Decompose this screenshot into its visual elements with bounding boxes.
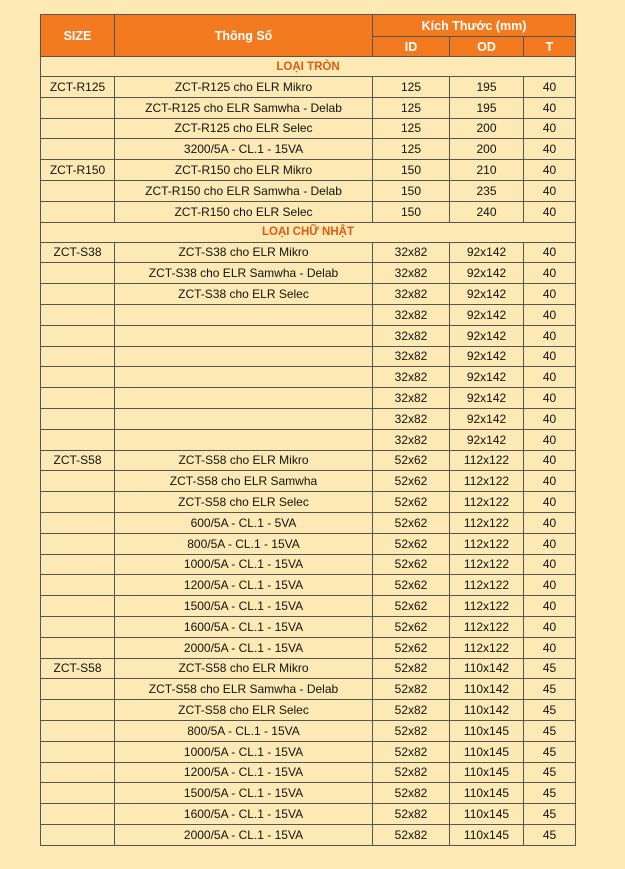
t-cell: 40 (524, 408, 576, 429)
t-cell: 40 (524, 77, 576, 98)
spec-cell (115, 429, 373, 450)
id-cell: 52x82 (373, 824, 450, 845)
t-cell: 40 (524, 201, 576, 222)
id-cell: 32x82 (373, 325, 450, 346)
table-row (41, 388, 576, 409)
table-row (41, 284, 576, 305)
t-cell: 40 (524, 367, 576, 388)
od-cell: 112x122 (450, 616, 524, 637)
spec-cell (115, 346, 373, 367)
spec-cell: 2000/5A - CL.1 - 15VA (115, 637, 373, 658)
table-row (41, 304, 576, 325)
size-cell: ZCT-R150 (41, 160, 115, 181)
table-row (41, 450, 576, 471)
t-cell: 45 (524, 762, 576, 783)
size-cell (41, 118, 115, 139)
size-cell (41, 429, 115, 450)
t-cell: 40 (524, 242, 576, 263)
table-row (41, 741, 576, 762)
table-row (41, 554, 576, 575)
table-row (41, 429, 576, 450)
id-cell: 52x62 (373, 637, 450, 658)
t-cell: 40 (524, 450, 576, 471)
od-cell: 110x145 (450, 720, 524, 741)
id-cell: 52x62 (373, 492, 450, 513)
id-cell: 52x62 (373, 596, 450, 617)
od-cell: 235 (450, 180, 524, 201)
id-cell: 32x82 (373, 304, 450, 325)
size-cell (41, 263, 115, 284)
size-cell: ZCT-S58 (41, 450, 115, 471)
od-cell: 112x122 (450, 512, 524, 533)
table-row (41, 762, 576, 783)
header-od: OD (450, 37, 524, 57)
section-title: LOẠI TRÒN (41, 57, 576, 77)
table-row (41, 180, 576, 201)
id-cell: 150 (373, 160, 450, 181)
table-row (41, 596, 576, 617)
id-cell: 52x62 (373, 616, 450, 637)
id-cell: 32x82 (373, 408, 450, 429)
table-body (41, 57, 576, 846)
spec-table (40, 14, 576, 846)
spec-cell: 1000/5A - CL.1 - 15VA (115, 741, 373, 762)
od-cell: 92x142 (450, 284, 524, 305)
od-cell: 240 (450, 201, 524, 222)
size-cell (41, 97, 115, 118)
size-cell (41, 720, 115, 741)
spec-cell: ZCT-S58 cho ELR Samwha (115, 471, 373, 492)
od-cell: 110x145 (450, 741, 524, 762)
t-cell: 45 (524, 804, 576, 825)
od-cell: 112x122 (450, 575, 524, 596)
t-cell: 40 (524, 429, 576, 450)
id-cell: 150 (373, 180, 450, 201)
table-row (41, 720, 576, 741)
t-cell: 40 (524, 304, 576, 325)
table-row (41, 346, 576, 367)
od-cell: 92x142 (450, 408, 524, 429)
spec-cell: 600/5A - CL.1 - 5VA (115, 512, 373, 533)
size-cell (41, 180, 115, 201)
id-cell: 32x82 (373, 367, 450, 388)
spec-cell: ZCT-R125 cho ELR Mikro (115, 77, 373, 98)
od-cell: 112x122 (450, 492, 524, 513)
header-kich-thuoc: Kích Thước (mm) (373, 15, 576, 37)
t-cell: 40 (524, 97, 576, 118)
od-cell: 200 (450, 118, 524, 139)
spec-cell: 800/5A - CL.1 - 15VA (115, 533, 373, 554)
id-cell: 52x82 (373, 762, 450, 783)
spec-cell: 1200/5A - CL.1 - 15VA (115, 762, 373, 783)
od-cell: 200 (450, 139, 524, 160)
od-cell: 110x142 (450, 658, 524, 679)
table-row (41, 616, 576, 637)
t-cell: 45 (524, 783, 576, 804)
table-row (41, 804, 576, 825)
spec-cell: ZCT-S58 cho ELR Selec (115, 492, 373, 513)
id-cell: 32x82 (373, 388, 450, 409)
header-thong-so: Thông Số (115, 15, 373, 57)
t-cell: 40 (524, 492, 576, 513)
t-cell: 40 (524, 533, 576, 554)
spec-cell: 1000/5A - CL.1 - 15VA (115, 554, 373, 575)
id-cell: 52x62 (373, 471, 450, 492)
t-cell: 45 (524, 700, 576, 721)
size-cell (41, 741, 115, 762)
table-row (41, 700, 576, 721)
id-cell: 32x82 (373, 346, 450, 367)
id-cell: 32x82 (373, 263, 450, 284)
t-cell: 45 (524, 679, 576, 700)
id-cell: 52x82 (373, 720, 450, 741)
t-cell: 40 (524, 139, 576, 160)
od-cell: 110x142 (450, 700, 524, 721)
t-cell: 40 (524, 388, 576, 409)
od-cell: 92x142 (450, 304, 524, 325)
od-cell: 112x122 (450, 554, 524, 575)
t-cell: 40 (524, 160, 576, 181)
t-cell: 40 (524, 180, 576, 201)
spec-cell (115, 388, 373, 409)
table-row (41, 637, 576, 658)
od-cell: 112x122 (450, 450, 524, 471)
size-cell (41, 512, 115, 533)
id-cell: 52x62 (373, 512, 450, 533)
size-cell (41, 700, 115, 721)
size-cell (41, 408, 115, 429)
id-cell: 32x82 (373, 284, 450, 305)
size-cell (41, 304, 115, 325)
table-row (41, 512, 576, 533)
size-cell (41, 325, 115, 346)
spec-cell: ZCT-S58 cho ELR Mikro (115, 658, 373, 679)
spec-cell: 1200/5A - CL.1 - 15VA (115, 575, 373, 596)
t-cell: 40 (524, 637, 576, 658)
spec-cell (115, 325, 373, 346)
od-cell: 112x122 (450, 637, 524, 658)
id-cell: 52x62 (373, 533, 450, 554)
spec-cell: 3200/5A - CL.1 - 15VA (115, 139, 373, 160)
size-cell (41, 139, 115, 160)
size-cell (41, 284, 115, 305)
t-cell: 45 (524, 824, 576, 845)
id-cell: 52x62 (373, 554, 450, 575)
id-cell: 52x62 (373, 575, 450, 596)
size-cell (41, 762, 115, 783)
table-row (41, 575, 576, 596)
id-cell: 52x82 (373, 658, 450, 679)
spec-cell: ZCT-R125 cho ELR Samwha - Delab (115, 97, 373, 118)
header-t: T (524, 37, 576, 57)
size-cell (41, 533, 115, 554)
spec-cell (115, 408, 373, 429)
spec-cell: ZCT-S58 cho ELR Mikro (115, 450, 373, 471)
od-cell: 92x142 (450, 242, 524, 263)
spec-cell: ZCT-S58 cho ELR Selec (115, 700, 373, 721)
od-cell: 112x122 (450, 596, 524, 617)
spec-cell: ZCT-R150 cho ELR Samwha - Delab (115, 180, 373, 201)
size-cell (41, 492, 115, 513)
id-cell: 32x82 (373, 429, 450, 450)
id-cell: 125 (373, 118, 450, 139)
id-cell: 32x82 (373, 242, 450, 263)
id-cell: 52x82 (373, 700, 450, 721)
t-cell: 40 (524, 512, 576, 533)
od-cell: 92x142 (450, 388, 524, 409)
table-row (41, 139, 576, 160)
t-cell: 40 (524, 346, 576, 367)
table-row (41, 492, 576, 513)
spec-cell: 800/5A - CL.1 - 15VA (115, 720, 373, 741)
spec-cell: ZCT-S58 cho ELR Samwha - Delab (115, 679, 373, 700)
table-row (41, 471, 576, 492)
size-cell (41, 824, 115, 845)
od-cell: 110x142 (450, 679, 524, 700)
table-row (41, 118, 576, 139)
t-cell: 40 (524, 471, 576, 492)
spec-cell (115, 304, 373, 325)
od-cell: 92x142 (450, 367, 524, 388)
t-cell: 40 (524, 263, 576, 284)
id-cell: 52x82 (373, 783, 450, 804)
spec-cell: 1600/5A - CL.1 - 15VA (115, 804, 373, 825)
size-cell (41, 471, 115, 492)
table-row (41, 408, 576, 429)
spec-cell: ZCT-R150 cho ELR Selec (115, 201, 373, 222)
table-row (41, 242, 576, 263)
table-row (41, 201, 576, 222)
spec-cell: ZCT-S38 cho ELR Selec (115, 284, 373, 305)
od-cell: 195 (450, 97, 524, 118)
od-cell: 112x122 (450, 471, 524, 492)
table-row (41, 824, 576, 845)
size-cell (41, 783, 115, 804)
header-size: SIZE (41, 15, 115, 57)
od-cell: 195 (450, 77, 524, 98)
table-row (41, 97, 576, 118)
size-cell (41, 575, 115, 596)
size-cell (41, 637, 115, 658)
table-row (41, 160, 576, 181)
t-cell: 40 (524, 554, 576, 575)
t-cell: 45 (524, 658, 576, 679)
size-cell (41, 804, 115, 825)
table-row (41, 533, 576, 554)
id-cell: 52x82 (373, 741, 450, 762)
t-cell: 40 (524, 616, 576, 637)
od-cell: 110x145 (450, 762, 524, 783)
t-cell: 45 (524, 741, 576, 762)
size-cell (41, 367, 115, 388)
t-cell: 40 (524, 284, 576, 305)
od-cell: 92x142 (450, 429, 524, 450)
table-row (41, 263, 576, 284)
t-cell: 40 (524, 325, 576, 346)
section-row (41, 57, 576, 77)
od-cell: 92x142 (450, 263, 524, 284)
section-row (41, 222, 576, 242)
od-cell: 210 (450, 160, 524, 181)
size-cell (41, 388, 115, 409)
size-cell: ZCT-S58 (41, 658, 115, 679)
id-cell: 125 (373, 77, 450, 98)
spec-cell: 2000/5A - CL.1 - 15VA (115, 824, 373, 845)
spec-cell (115, 367, 373, 388)
table-row (41, 783, 576, 804)
od-cell: 110x145 (450, 804, 524, 825)
table-row (41, 679, 576, 700)
spec-cell: ZCT-S38 cho ELR Samwha - Delab (115, 263, 373, 284)
size-cell (41, 616, 115, 637)
od-cell: 110x145 (450, 824, 524, 845)
table-row (41, 77, 576, 98)
table-row (41, 658, 576, 679)
od-cell: 92x142 (450, 325, 524, 346)
t-cell: 40 (524, 596, 576, 617)
size-cell (41, 346, 115, 367)
spec-cell: ZCT-R125 cho ELR Selec (115, 118, 373, 139)
size-cell: ZCT-S38 (41, 242, 115, 263)
size-cell (41, 596, 115, 617)
size-cell: ZCT-R125 (41, 77, 115, 98)
id-cell: 52x82 (373, 804, 450, 825)
table-row (41, 367, 576, 388)
id-cell: 150 (373, 201, 450, 222)
spec-cell: 1500/5A - CL.1 - 15VA (115, 596, 373, 617)
od-cell: 112x122 (450, 533, 524, 554)
t-cell: 40 (524, 118, 576, 139)
size-cell (41, 201, 115, 222)
spec-cell: ZCT-S38 cho ELR Mikro (115, 242, 373, 263)
spec-cell: 1500/5A - CL.1 - 15VA (115, 783, 373, 804)
od-cell: 92x142 (450, 346, 524, 367)
od-cell: 110x145 (450, 783, 524, 804)
id-cell: 125 (373, 97, 450, 118)
table-row (41, 325, 576, 346)
t-cell: 45 (524, 720, 576, 741)
spec-cell: ZCT-R150 cho ELR Mikro (115, 160, 373, 181)
id-cell: 52x62 (373, 450, 450, 471)
section-title: LOẠI CHỮ NHẬT (41, 222, 576, 242)
size-cell (41, 554, 115, 575)
id-cell: 52x82 (373, 679, 450, 700)
id-cell: 125 (373, 139, 450, 160)
header-id: ID (373, 37, 450, 57)
spec-cell: 1600/5A - CL.1 - 15VA (115, 616, 373, 637)
t-cell: 40 (524, 575, 576, 596)
size-cell (41, 679, 115, 700)
